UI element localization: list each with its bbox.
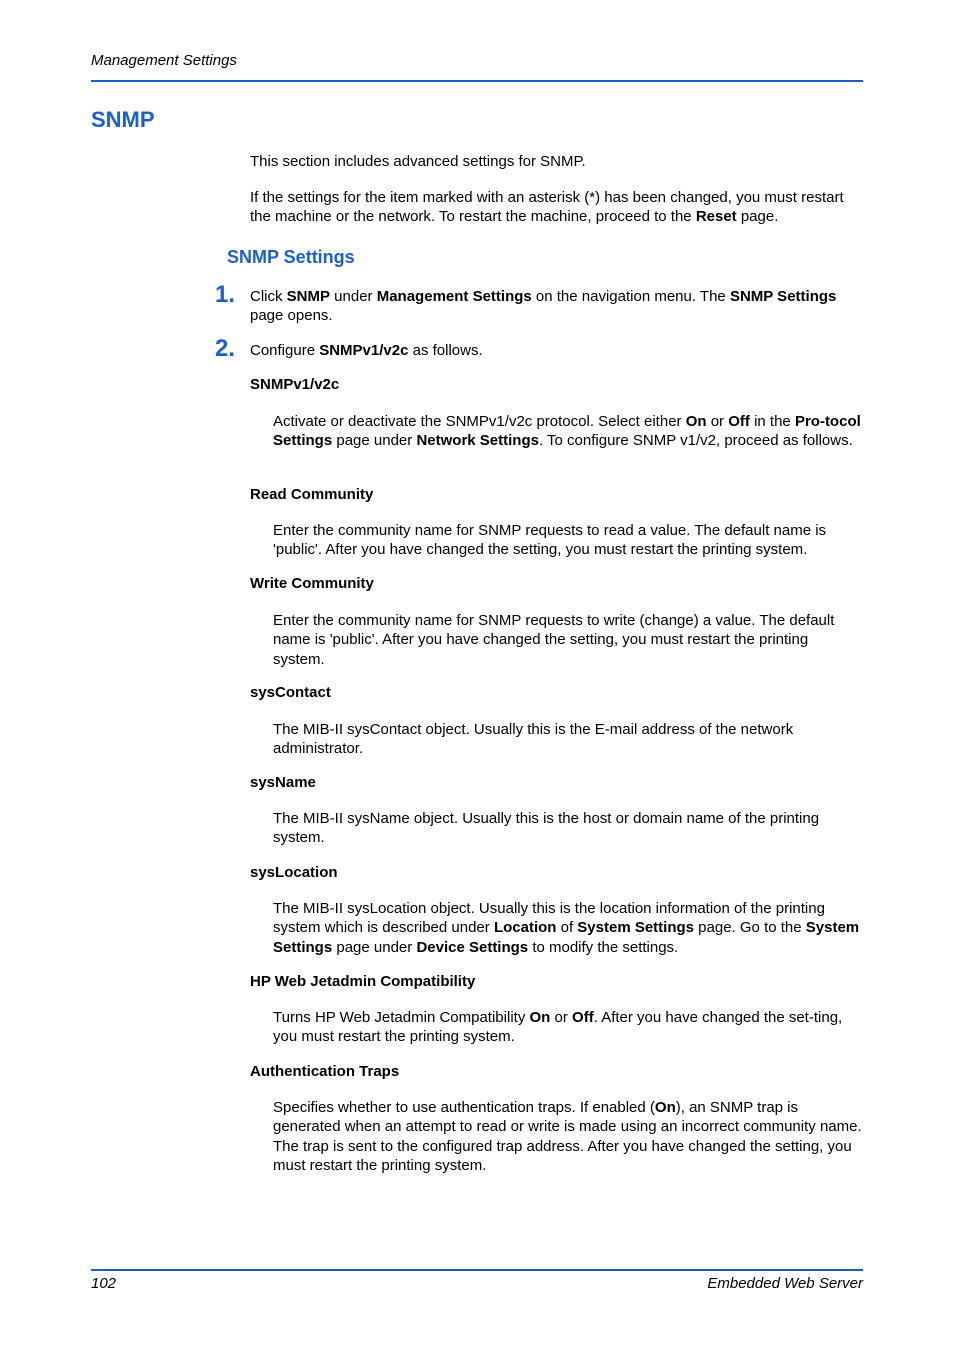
step-text-2: Configure SNMPv1/v2c as follows. bbox=[250, 342, 483, 359]
desc-sysname: The MIB-II sysName object. Usually this is the host or domain name of the printing system. bbox=[273, 810, 820, 847]
term-syscontact: sysContact bbox=[250, 684, 331, 701]
desc-hp-web-jetadmin: Turns HP Web Jetadmin Compatibility On or Off. After you have changed the set-ting, you must restart the printing system. bbox=[273, 1009, 843, 1046]
running-header: Management Settings bbox=[91, 52, 237, 69]
term-sysname: sysName bbox=[250, 774, 316, 791]
step-number-2: 2. bbox=[215, 335, 236, 362]
desc-authentication-traps: Specifies whether to use authentication traps. If enabled (On), an SNMP trap is generated when an attempt to read or write is made using an incorrect community name. The trap is sent to the configured trap address. After you have changed the setting, you must restart the printing system. bbox=[273, 1099, 862, 1175]
page-number: 102 bbox=[91, 1275, 117, 1292]
term-hp-web-jetadmin: HP Web Jetadmin Compatibility bbox=[250, 973, 476, 990]
term-authentication-traps: Authentication Traps bbox=[250, 1063, 400, 1080]
step-number-1: 1. bbox=[215, 281, 236, 308]
header-rule bbox=[91, 80, 863, 82]
term-snmpv1-v2c: SNMPv1/v2c bbox=[250, 376, 340, 393]
desc-syslocation: The MIB-II sysLocation object. Usually this is the location information of the printing system which is described under Location of System Settings page. Go to the System Settings page under Device Settings to modify the settings. bbox=[273, 900, 860, 956]
term-write-community: Write Community bbox=[250, 575, 374, 592]
desc-snmpv1-v2c: Activate or deactivate the SNMPv1/v2c protocol. Select either On or Off in the Pro-tocol Settings page under Network Settings. To configure SNMP v1/v2, proceed as follows. bbox=[273, 413, 861, 450]
document-title: Embedded Web Server bbox=[707, 1275, 863, 1292]
term-read-community: Read Community bbox=[250, 486, 374, 503]
desc-syscontact: The MIB-II sysContact object. Usually this is the E-mail address of the network administrator. bbox=[273, 721, 794, 758]
intro-paragraph-2: If the settings for the item marked with an asterisk (*) has been changed, you must restart the machine or the network. To restart the machine, proceed to the Reset page. bbox=[250, 189, 844, 226]
intro-paragraph-1: This section includes advanced settings for SNMP. bbox=[250, 153, 586, 170]
desc-read-community: Enter the community name for SNMP requests to read a value. The default name is 'public'. After you have changed the setting, you must restart the printing system. bbox=[273, 522, 827, 559]
subsection-title: SNMP Settings bbox=[227, 247, 355, 267]
term-syslocation: sysLocation bbox=[250, 864, 338, 881]
step-text-1: Click SNMP under Management Settings on the navigation menu. The SNMP Settings page opens. bbox=[250, 288, 837, 325]
footer-rule bbox=[91, 1269, 863, 1271]
section-title: SNMP bbox=[91, 107, 155, 132]
desc-write-community: Enter the community name for SNMP requests to write (change) a value. The default name is 'public'. After you have changed the setting, you must restart the printing system. bbox=[273, 612, 835, 668]
